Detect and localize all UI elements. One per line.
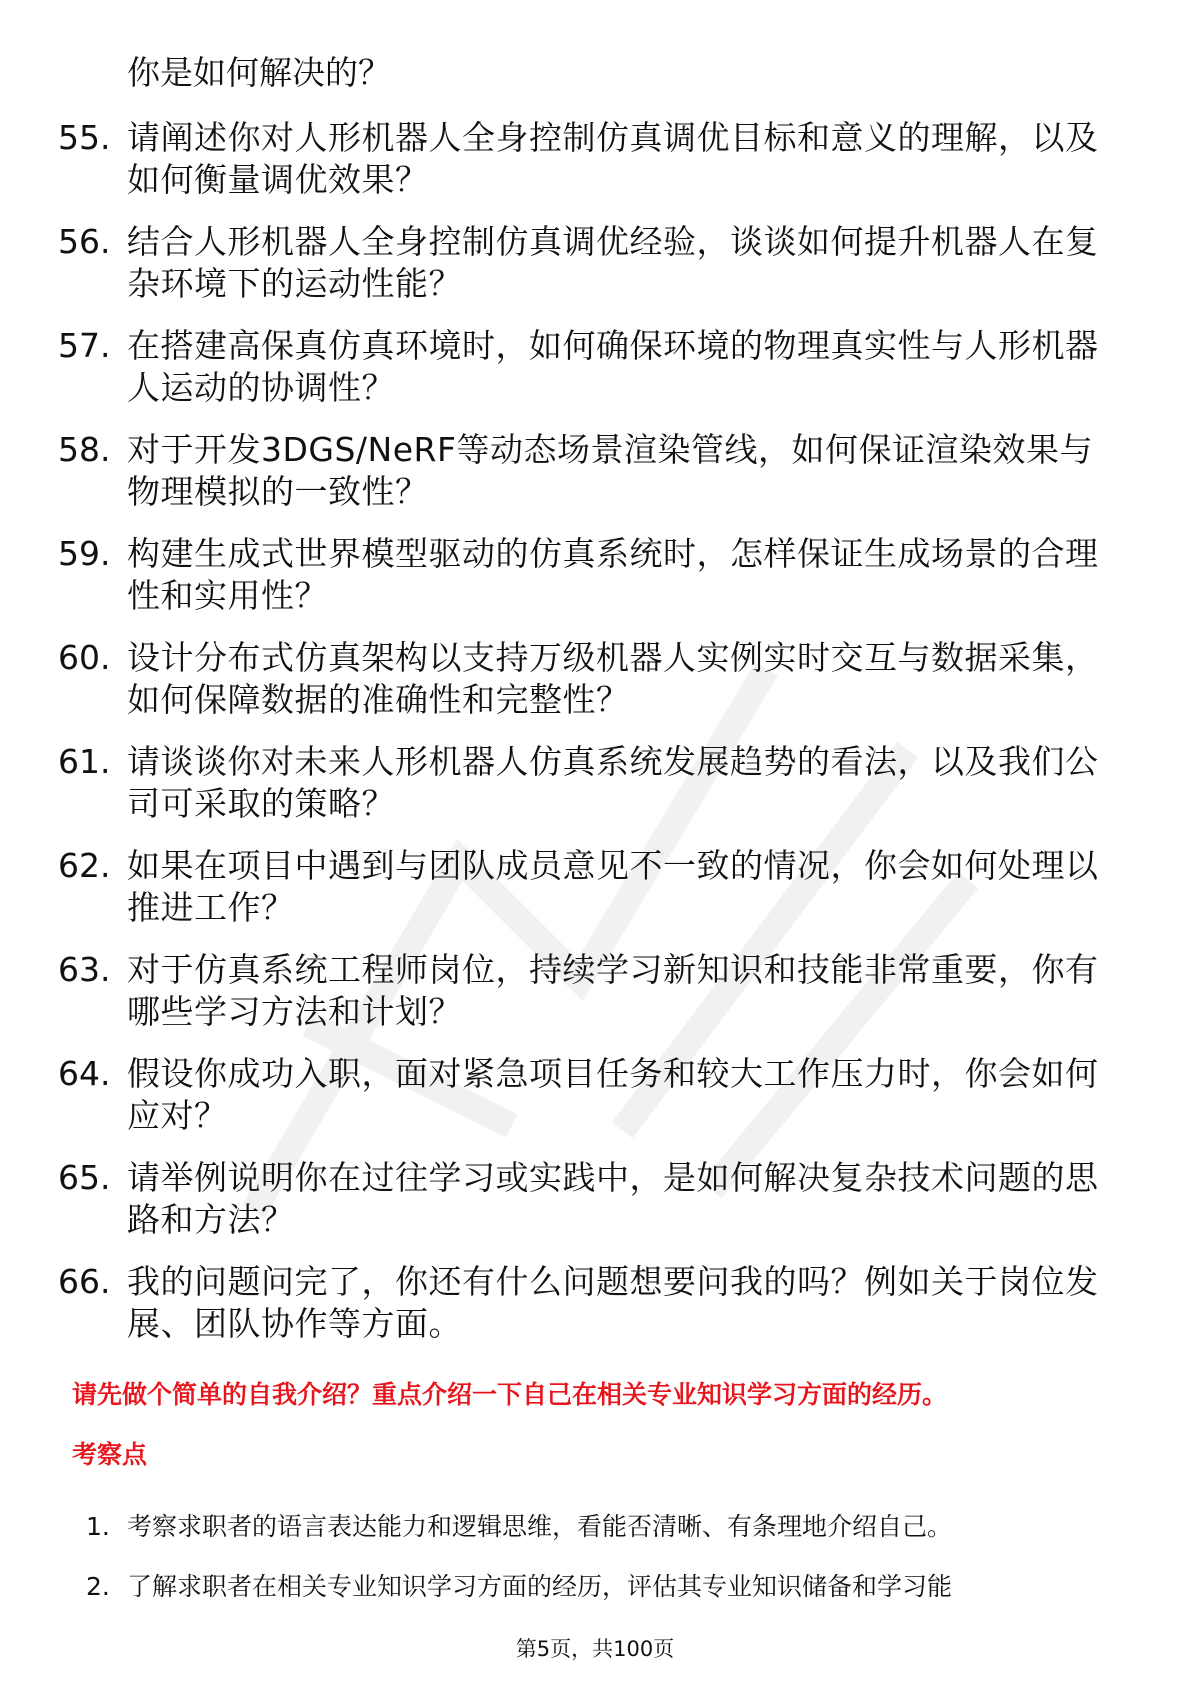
question-number: 58.	[58, 430, 111, 469]
focus-point-text: 考察求职者的语言表达能力和逻辑思维，看能否清晰、有条理地介绍自己。	[127, 1512, 953, 1541]
question-number: 60.	[58, 638, 111, 677]
question-number: 57.	[58, 326, 111, 365]
question-list	[0, 117, 1190, 1365]
question-text: 假设你成功入职，面对紧急项目任务和较大工作压力时，你会如何应对？	[127, 1054, 1099, 1135]
question-item	[0, 1261, 1190, 1365]
question-number: 63.	[58, 950, 111, 989]
focus-point-list	[0, 1510, 1190, 1630]
focus-point-item	[0, 1510, 1190, 1570]
question-item	[0, 1157, 1190, 1261]
question-item	[0, 949, 1190, 1053]
question-text: 请阐述你对人形机器人全身控制仿真调优目标和意义的理解，以及如何衡量调优效果？	[127, 118, 1099, 199]
focus-point-number: 2.	[86, 1572, 110, 1601]
question-number: 56.	[58, 222, 111, 261]
question-item	[0, 221, 1190, 325]
question-number: 66.	[58, 1262, 111, 1301]
focus-point-text: 了解求职者在相关专业知识学习方面的经历，评估其专业知识储备和学习能	[127, 1572, 953, 1601]
question-number: 55.	[58, 118, 111, 157]
continuation-text: 你是如何解决的？	[127, 53, 391, 92]
page-footer: 第5页，共100页	[515, 1637, 675, 1661]
question-number: 62.	[58, 846, 111, 885]
question-text: 请举例说明你在过往学习或实践中，是如何解决复杂技术问题的思路和方法？	[127, 1158, 1099, 1239]
question-item	[0, 741, 1190, 845]
question-text: 对于仿真系统工程师岗位，持续学习新知识和技能非常重要，你有哪些学习方法和计划？	[127, 950, 1099, 1031]
question-text: 对于开发3DGS/NeRF等动态场景渲染管线，如何保证渲染效果与物理模拟的一致性？	[127, 430, 1093, 511]
focus-point-number: 1.	[86, 1512, 110, 1541]
highlighted-question: 请先做个简单的自我介绍？重点介绍一下自己在相关专业知识学习方面的经历。	[72, 1380, 948, 1409]
question-text: 在搭建高保真仿真环境时，如何确保环境的物理真实性与人形机器人运动的协调性？	[127, 326, 1099, 407]
focus-heading: 考察点	[72, 1440, 148, 1469]
question-text: 如果在项目中遇到与团队成员意见不一致的情况，你会如何处理以推进工作？	[127, 846, 1099, 927]
question-item	[0, 533, 1190, 637]
question-text: 构建生成式世界模型驱动的仿真系统时，怎样保证生成场景的合理性和实用性？	[127, 534, 1099, 615]
question-item	[0, 1053, 1190, 1157]
question-item	[0, 637, 1190, 741]
question-text: 请谈谈你对未来人形机器人仿真系统发展趋势的看法，以及我们公司可采取的策略？	[127, 742, 1099, 823]
question-text: 结合人形机器人全身控制仿真调优经验，谈谈如何提升机器人在复杂环境下的运动性能？	[127, 222, 1099, 303]
question-text: 我的问题问完了，你还有什么问题想要问我的吗？例如关于岗位发展、团队协作等方面。	[127, 1262, 1099, 1343]
question-number: 65.	[58, 1158, 111, 1197]
question-item	[0, 117, 1190, 221]
question-number: 61.	[58, 742, 111, 781]
question-number: 59.	[58, 534, 111, 573]
question-item	[0, 845, 1190, 949]
question-item	[0, 325, 1190, 429]
focus-point-item	[0, 1570, 1190, 1630]
question-number: 64.	[58, 1054, 111, 1093]
question-text: 设计分布式仿真架构以支持万级机器人实例实时交互与数据采集，如何保障数据的准确性和完整性？	[127, 638, 1099, 719]
question-item	[0, 429, 1190, 533]
